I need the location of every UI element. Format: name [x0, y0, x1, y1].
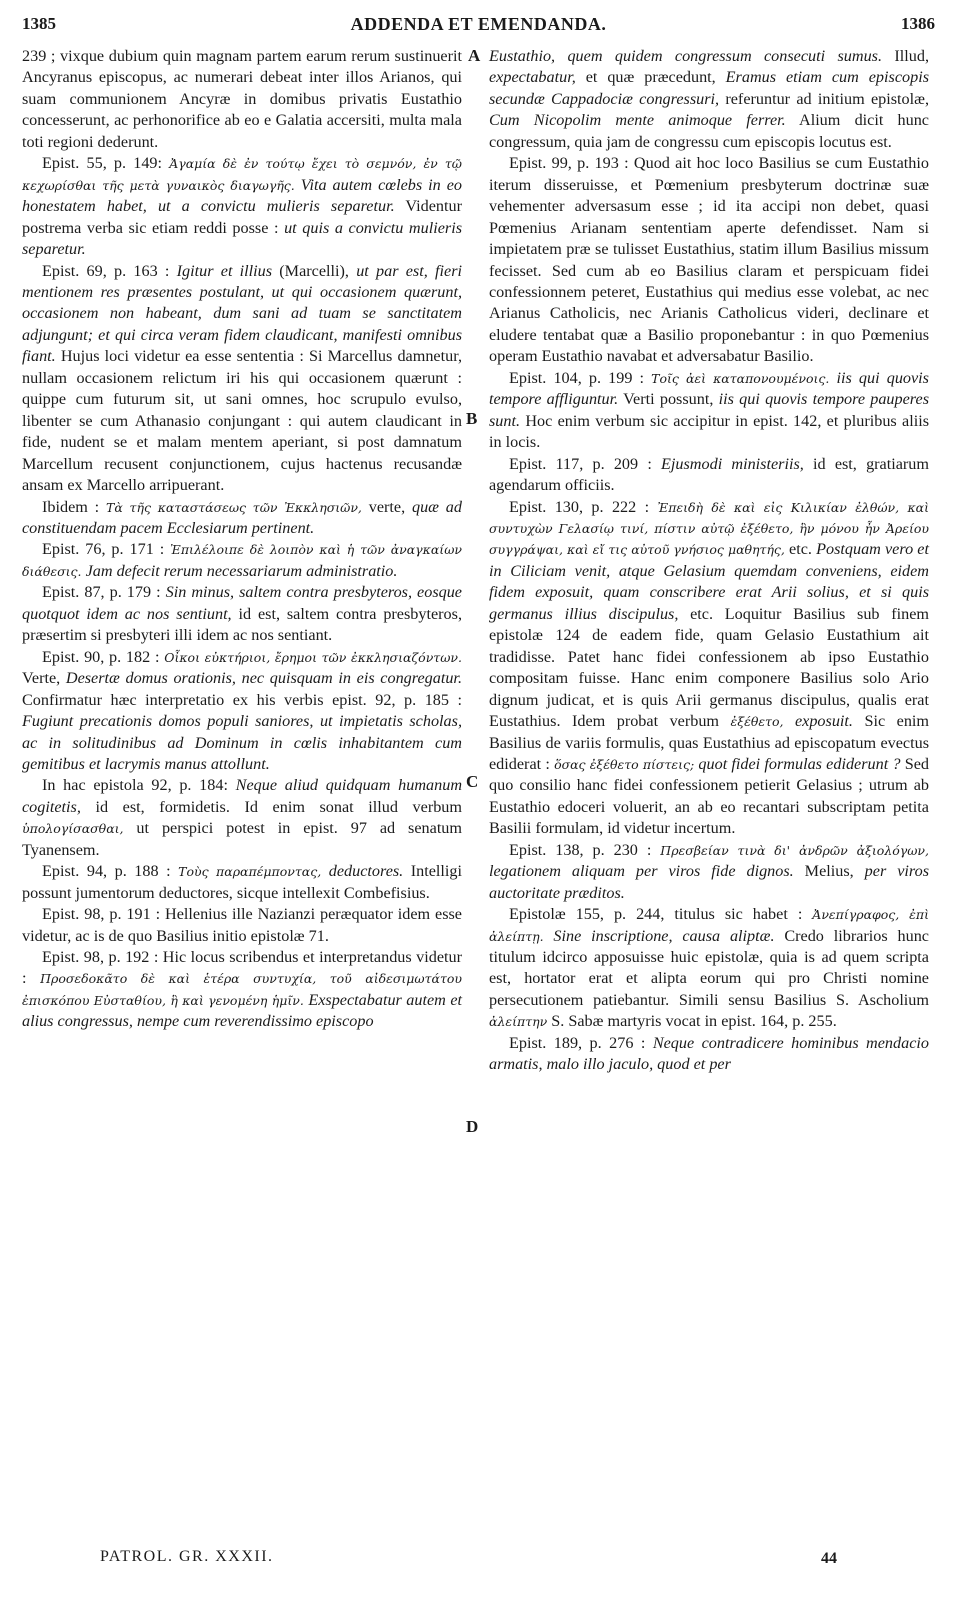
text-run: Melius,: [793, 862, 865, 881]
text-run: referuntur ad initium epistolæ,: [719, 89, 929, 108]
text-run: Epist. 94, p. 188 :: [42, 862, 179, 881]
text-run: Epist. 130, p. 222 :: [509, 497, 658, 516]
italic-text: iis qui quovis tempore pauperes sunt.: [489, 390, 929, 430]
running-title: ADDENDA ET EMENDANDA.: [350, 14, 607, 34]
text-run: Intelligi possunt jumentorum deductores, sicque intellexit Combefisius.: [22, 862, 463, 902]
text-run: [544, 927, 554, 945]
paragraph: [489, 904, 929, 1033]
greek-text: ἐξέθετο,: [730, 714, 784, 730]
paragraph: [22, 861, 462, 904]
italic-text: ut quis a convictu mulieris separetur.: [22, 218, 462, 259]
italic-text: Vita autem cœlebs in eo honestatem habet, ut a convictu mulieris separetur.: [22, 175, 463, 216]
paragraph: [22, 46, 462, 153]
italic-text: Fugiunt precationis domos populi saniores, ut impietatis scholas, ac in solitudinibus ad Dominum in cœlis inhabitantem cum gemitibus et lacrymis manus attollunt.: [22, 712, 462, 773]
text-run: Ibidem :: [42, 497, 107, 516]
greek-text: Τοῖς ἀεὶ καταπονουμένοις.: [651, 370, 830, 386]
text-run: id est, saltem contra presbyteros, præsertim si presbyteri illi idem ac nos sentiant.: [22, 604, 462, 645]
greek-text: Πρεσβείαν τινὰ δι' ἀνδρῶν ἀξιολόγων,: [660, 842, 930, 858]
text-run: Epist. 99, p. 193 : Quod ait hoc loco Basilius se cum Eustathio iterum disseruisse, et Pœmenium presbyterum doctrinæ suæ vehementer adversasum esse ; id ita accipi non debet, quasi Pœmenius Arianam sententiam aperte defendisset. Nam si impietatem præ se tulisset Eustathius, statim illum Basilius missum fecisset. Sed cum ab eo Basilius claram et perspicuam fidei confessionnem peteret, Eustathius qui medius esse volebat, ac nec Arianus Catholicis, nec Arianis Catholicus videri, declinare et eludere tentabat quæ a Basilio proponebantur : in quo Pœmenius operam Eustathio navabat et adversabatur Basilio.: [489, 154, 929, 366]
italic-text: Desertæ domus orationis, nec quisquam in eis congregatur.: [65, 669, 462, 688]
greek-text: Τοὺς παραπέμποντας,: [178, 864, 322, 880]
text-run: Verte,: [22, 669, 66, 688]
text-run: verte,: [361, 497, 412, 516]
text-run: (Marcelli),: [272, 261, 357, 280]
page-number-right: 1386: [901, 14, 935, 33]
text-run: Credo librarios hunc titulum idcirco apposuisse huic epistolæ, quia is ad quem scripta est, hortator erat et alipta eorum qui pro Christi nomine persecutionem patiebantur. Simili sensu Basilius S. Ascholium: [489, 926, 929, 1009]
paragraph: [22, 261, 462, 497]
text-run: Epist. 138, p. 230 :: [509, 840, 661, 859]
paragraph: [489, 46, 929, 153]
italic-text: Exspectabatur autem et alius congressus, nempe cum reverendissimo episcopo: [22, 990, 463, 1031]
text-run: In hac epistola 92, p. 184:: [42, 776, 236, 795]
greek-text: ὑπολογίσασθαι,: [22, 821, 124, 837]
italic-text: quot fidei formulas ediderunt ?: [698, 754, 901, 773]
page-header: [22, 14, 935, 40]
text-run: [321, 862, 329, 880]
italic-text: iis qui quovis tempore affliguntur.: [489, 368, 929, 409]
text-run: Videntur postrema verba sic etiam reddi posse :: [22, 197, 463, 237]
paragraph: [22, 947, 462, 1033]
paragraph: [22, 904, 462, 947]
paragraph: [22, 539, 462, 582]
text-run: Epist. 55, p. 149:: [42, 154, 170, 173]
margin-marker-b: B: [466, 409, 478, 428]
paragraph: [22, 582, 462, 646]
text-run: Hoc enim verbum sic accipitur in epist. 142, et pluribus aliis in locis.: [489, 411, 929, 452]
text-run: Epistolæ 155, p. 244, titulus sic habet :: [509, 905, 813, 924]
greek-text: Προσεδοκᾶτο δὲ καὶ ἑτέρα συντυχία, τοῦ αἰδεσιμωτάτου ἐπισκόπου Εὐσταθίου, ἣ καὶ γενομένη ἡμῖν.: [22, 971, 463, 1008]
paragraph: [489, 840, 929, 904]
text-run: [783, 712, 795, 730]
page-number-left: 1385: [22, 14, 56, 33]
greek-text: Ἀνεπίγραφος, ἐπὶ ἀλείπτῃ.: [489, 907, 929, 944]
italic-text: Postquam vero et in Ciliciam venit, atque Gelasium quemdam conveniens, eidem fidem exposuit, quam conscribere erat Arii solius, et si quis germanus illius discipulus,: [489, 540, 929, 623]
text-run: et quæ præcedunt,: [575, 68, 726, 87]
greek-text: Ἀγαμία δὲ ἐν τούτῳ ἔχει τὸ σεμνόν, ἐν τῷ κεχωρίσθαι τῆς μετὰ γυναικὸς διαγωγῆς.: [22, 156, 462, 193]
left-column: [22, 46, 462, 1033]
text-run: [829, 369, 836, 387]
text-run: Alium dicit hunc congressum, quia jam de congressu cum episcopis locutus est.: [489, 111, 929, 151]
paragraph: [489, 497, 929, 840]
italic-text: deductores.: [328, 862, 404, 881]
italic-text: legationem aliquam per viros fide dignos.: [489, 862, 794, 881]
text-run: etc.: [784, 540, 817, 559]
greek-text: ἀλείπτην: [489, 1014, 548, 1030]
italic-text: Eustathio, quem quidem congressum consecuti sumus.: [489, 47, 883, 65]
text-run: 239 ; vixque dubium quin magnam partem earum rerum sustinuerit Ancyranus episcopus, ac numerari debeat inter illos Arianos, qui suam communionem Ancyræ in domibus privatis Eustathio concesserunt, ac perhonorifice ab eo e Galatia accersiti, multa mala toti regioni dederunt.: [22, 47, 462, 151]
italic-text: Neque aliud quidquam humanum cogitetis,: [22, 776, 463, 816]
italic-text: Cum Nicopolim mente animoque ferrer.: [489, 111, 786, 130]
text-run: Epist. 98, p. 192 : Hic locus scribendus et interpretandus videtur :: [22, 948, 462, 988]
paragraph: [489, 1033, 929, 1076]
italic-text: Ejusmodi ministeriis,: [661, 454, 804, 473]
right-column: [489, 46, 929, 1076]
italic-text: quæ ad constituendam pacem Ecclesiarum pertinent.: [22, 497, 462, 537]
text-run: ut perspici potest in epist. 97 ad senatum Tyanensem.: [22, 819, 462, 859]
text-run: Verti possunt,: [618, 390, 719, 409]
greek-text: Τὰ τῆς καταστάσεως τῶν Ἐκκλησιῶν,: [106, 499, 362, 515]
footer-volume: PATROL. GR. XXXII.: [100, 1548, 274, 1565]
greek-text: ὅσας ἐξέθετο πίστεις;: [554, 756, 695, 772]
text-run: Epist. 104, p. 199 :: [509, 368, 652, 387]
text-run: Epist. 189, p. 276 :: [509, 1033, 653, 1052]
paragraph: [489, 368, 929, 454]
text-run: Hujus loci videtur ea esse sententia : Si Marcellus damnetur, nullam occasionem relictum iri his qui occasionem quærunt : quippe cum futurum sit, ut sani omnes, hoc scrupulo evulso, libenter se cum Athanasio conjungant : qui autem claudicant in fide, nudent se et malam mentem aperiant, si post damnatum Marcellum recusent conjunctionem, cujus hactenus recusandæ ansam ex Marcello arripuerant.: [22, 347, 462, 495]
text-run: Epist. 90, p. 182 :: [42, 647, 165, 666]
paragraph: [22, 775, 462, 861]
italic-text: Igitur et illius: [176, 261, 273, 280]
paragraph: [489, 153, 929, 368]
italic-text: Jam defecit rerum necessariarum administratio.: [85, 561, 398, 580]
italic-text: per viros auctoritate præditos.: [489, 862, 929, 902]
text-run: Epist. 87, p. 179 :: [42, 583, 166, 602]
italic-text: Eramus etiam cum episcopis secundæ Cappadociæ congressuri,: [489, 68, 929, 108]
italic-text: Neque contradicere hominibus mendacio armatis, malo illo jaculo, quod et per: [489, 1033, 929, 1074]
margin-marker-c: C: [466, 772, 479, 791]
text-run: Sic enim Basilius de variis formulis, quas Eustathius ad episcopatum evectus ediderat :: [489, 712, 929, 773]
text-run: etc. Loquitur Basilius sub finem epistolæ 124 de eadem fide, quam Gelasio Eustathium ait tradidisse. Patet hanc fidei confessionem ab ipso Eustathio compositam fuisse. Hanc enim componere Basilius solo Ario dignum judicat, et is quis Arii germanus discipulus, qualis erat Eustathius. Idem probat verbum: [489, 604, 929, 731]
italic-text: exposuit.: [794, 712, 853, 731]
paragraph: [22, 153, 462, 260]
text-run: Epist. 98, p. 191 : Hellenius ille Nazianzi peræquator idem esse videtur, ac is de quo Basilius initio epistolæ 71.: [22, 905, 462, 945]
text-run: Epist. 69, p. 163 :: [42, 261, 177, 280]
italic-text: expectabatur,: [489, 68, 576, 87]
greek-text: Οἶκοι εὐκτήριοι, ἔρημοι τῶν ἐκκλησιαζόντων.: [164, 649, 462, 665]
text-run: Sed quo consilio hanc fidei confessionem petierit Gelasius ; utrum ab Eustathio edoceri voluerit, an ab eo recantari subscriptam petita Basilii formulam, id videtur incertum.: [489, 754, 930, 838]
italic-text: Sine inscriptione, causa aliptæ.: [553, 926, 775, 945]
text-run: id est, formidetis. Id enim sonat illud verbum: [80, 797, 462, 816]
italic-text: ut par est, fieri mentionem res præsentes postulant, ut qui occasionem quærunt, occasionem non habeant, dum sani ad tuam se sanctitatem adjungunt; et qui circa veram fidem claudicant, manifesti omnibus fiant.: [22, 261, 462, 366]
footer-sheet-number: 44: [821, 1550, 837, 1567]
text-run: Epist. 76, p. 171 :: [42, 540, 171, 559]
margin-marker-a: A: [468, 46, 481, 65]
text-run: id est, gratiarum agendarum officiis.: [489, 454, 929, 495]
margin-marker-d: D: [466, 1117, 479, 1136]
paragraph: [22, 647, 462, 776]
text-run: S. Sabæ martyris vocat in epist. 164, p. 255.: [547, 1012, 837, 1031]
text-run: Epist. 117, p. 209 :: [509, 454, 662, 473]
text-run: Illud,: [882, 47, 929, 65]
italic-text: Sin minus, saltem contra presbyteros, eosque quotquot idem ac nos sentiunt,: [22, 583, 462, 623]
paragraph: [22, 497, 462, 540]
greek-text: Ἐπιλέλοιπε δὲ λοιπὸν καὶ ἡ τῶν ἀναγκαίων διάθεσις.: [22, 542, 462, 579]
paragraph: [489, 454, 929, 497]
greek-text: Ἐπειδὴ δὲ καὶ εἰς Κιλικίαν ἐλθών, καὶ συντυχὼν Γελασίῳ τινί, πίστιν αὐτῷ ἐξέθετο, ἣν μόνου ἦν Ἀρείου συγγράψαι, καὶ εἴ τις αὐτοῦ γνήσιος μαθητής,: [489, 499, 929, 558]
text-run: Confirmatur hæc interpretatio ex his verbis epist. 92, p. 185 :: [22, 690, 462, 709]
